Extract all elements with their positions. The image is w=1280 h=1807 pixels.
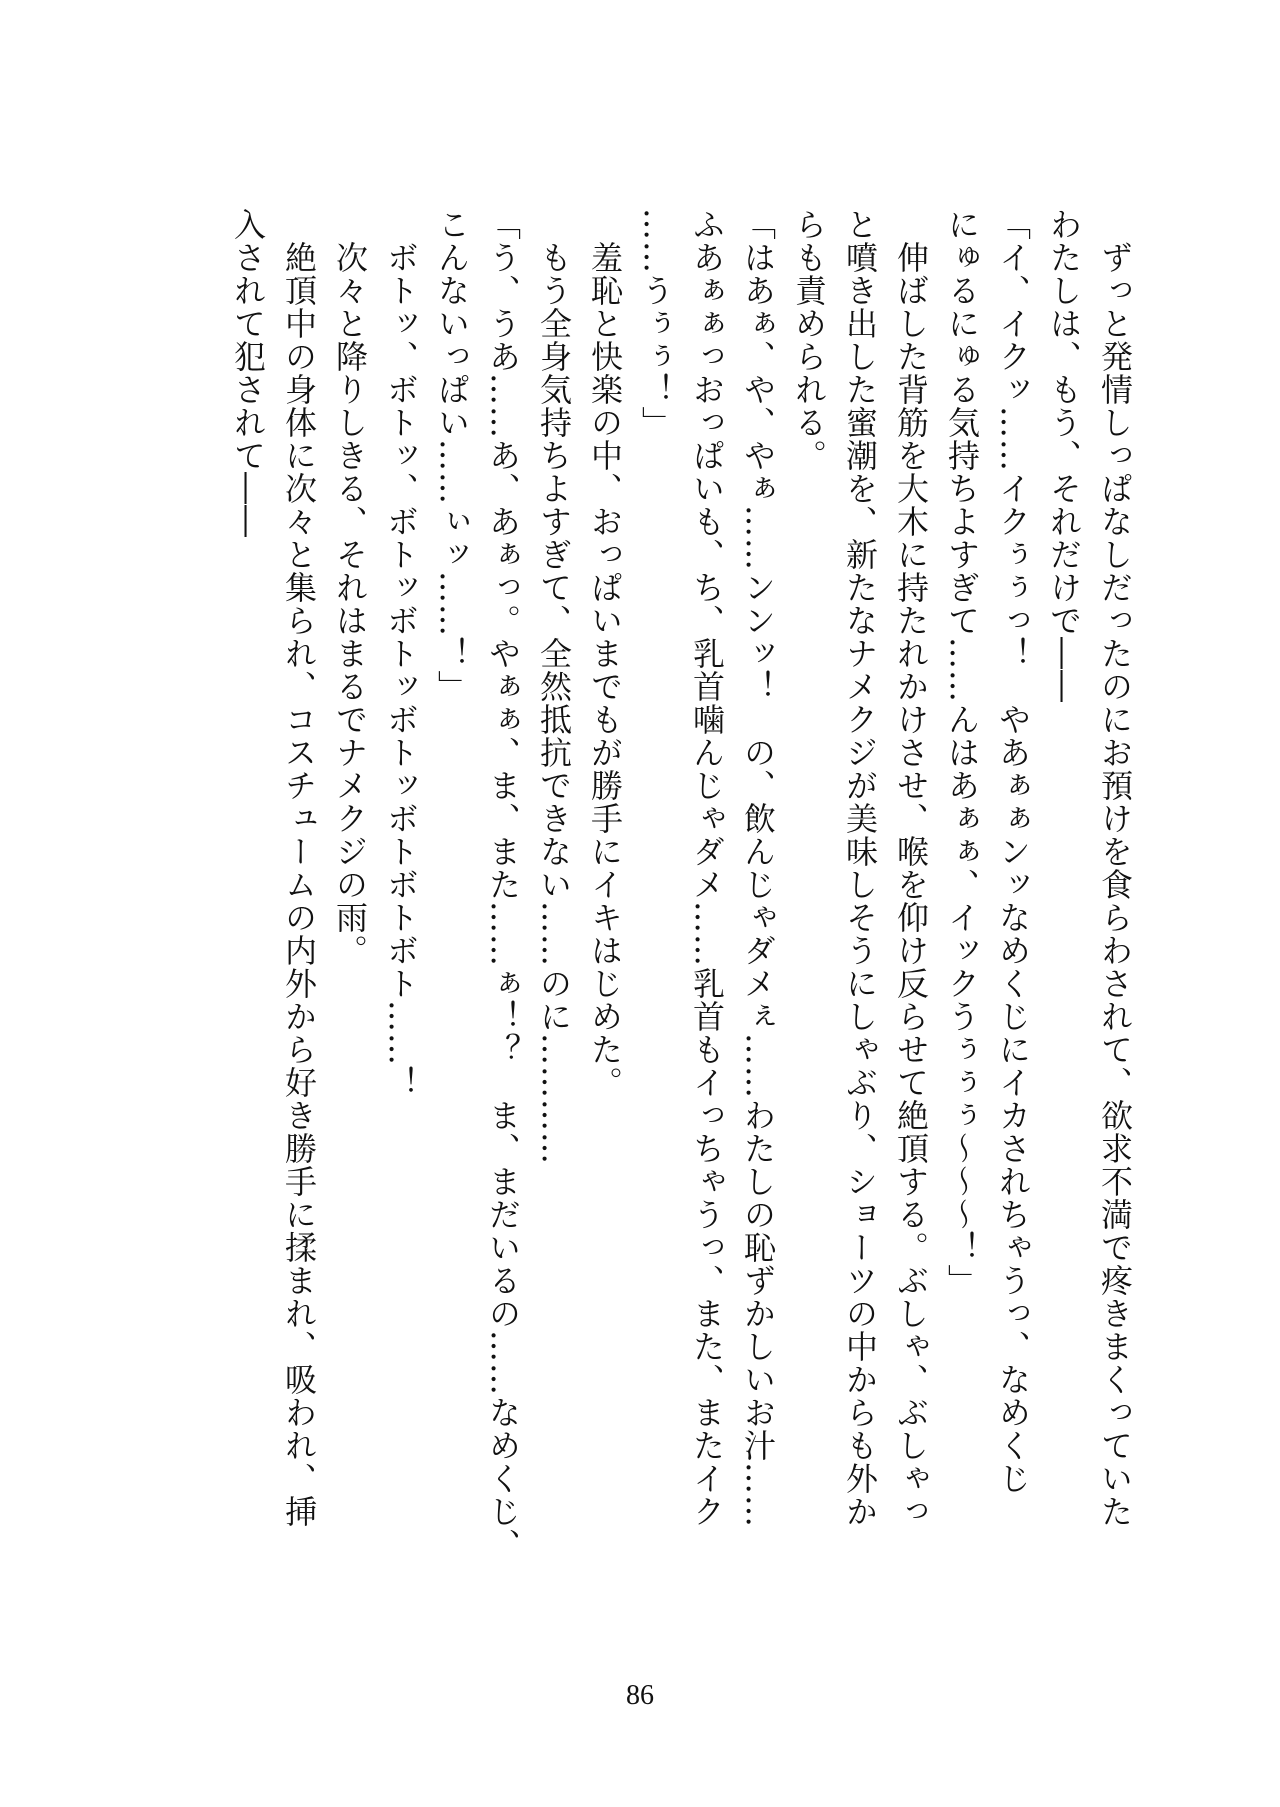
text-line: と噴き出した蜜潮を、新たなナメクジが美味しそうにしゃぶり、ショーツの中からも外か — [841, 208, 879, 1528]
text-line: わたしは、もう、それだけで―― — [1045, 208, 1083, 703]
text-line: にゅるにゅる気持ちよすぎて……んはあぁぁ、イックうぅぅぅ～～～！」 — [943, 208, 981, 1297]
text-line: 伸ばした背筋を大木に持たれかけさせ、喉を仰け反らせて絶頂する。ぶしゃ、ぶしゃっ — [892, 208, 930, 1528]
text-line: ……うぅぅ！」 — [637, 208, 675, 439]
text-line: 次々と降りしきる、それはまるでナメクジの雨。 — [331, 208, 369, 967]
page-number: 86 — [626, 1680, 654, 1711]
text-line: らも責められる。 — [790, 208, 828, 472]
text-line: ずっと発情しっぱなしだったのにお預けを食らわされて、欲求不満で疼きまくっていた — [1096, 208, 1134, 1528]
text-line: 「う、うあ……あ、あぁっ。やぁぁ、ま、また……ぁ！？ ま、まだいるの……なめくじ、 — [484, 208, 522, 1561]
text-line: ボトッ、ボトッ、ボトッボトッボトッボトボトボト……！ — [382, 208, 420, 1099]
text-line: もう全身気持ちよすぎて、全然抵抗できない……のに………… — [535, 208, 573, 1165]
vertical-text-body — [130, 208, 1140, 1668]
text-line: 「イ、イクッ……イクぅぅっ！ やあぁぁンッなめくじにイカされちゃうっ、なめくじ — [994, 208, 1032, 1495]
text-line: 絶頂中の身体に次々と集られ、コスチュームの内外から好き勝手に揉まれ、吸われ、挿 — [280, 208, 318, 1528]
text-line: 「はあぁ、や、やぁ……ンンッ！ の、飲んじゃダメぇ……わたしの恥ずかしいお汁…… — [739, 208, 777, 1528]
text-line: 羞恥と快楽の中、おっぱいまでもが勝手にイキはじめた。 — [586, 208, 624, 1099]
text-line: 入されて犯されて―― — [229, 208, 267, 538]
text-line: こんないっぱい……ぃッ……！」 — [433, 208, 471, 703]
text-line: ふあぁぁっおっぱいも、ち、乳首噛んじゃダメ……乳首もイっちゃうっ、また、またイク — [688, 208, 726, 1528]
